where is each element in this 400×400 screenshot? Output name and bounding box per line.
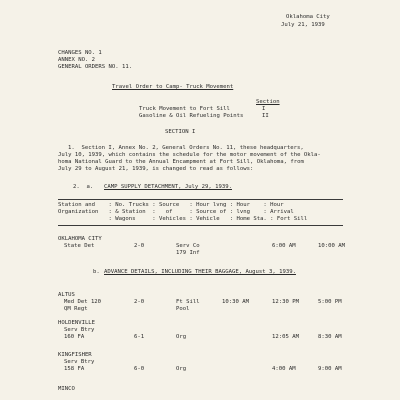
row-source-line2: 179 Inf [176, 250, 200, 256]
section-item-2-number: II [262, 113, 269, 119]
row-leave-home: 4:00 AM [272, 366, 296, 372]
row-source-line2: Pool [176, 306, 190, 312]
row-organization: Med Det 120 [64, 299, 102, 305]
row-source: Ft Sill [176, 299, 200, 305]
row-leave-home: 12:30 PM [272, 299, 299, 305]
row-organization-line2: 160 FA [64, 334, 85, 340]
header-date: July 21, 1939 [281, 22, 325, 28]
row-trucks: 6-1 [134, 334, 145, 340]
row-leave-home: 12:05 AM [272, 334, 299, 340]
row-arrival: 5:00 PM [318, 299, 342, 305]
row-organization: State Det [64, 243, 95, 249]
table-header-row: Organization : & Station : of : Source of : lvng : Arrival [58, 209, 294, 215]
row-source: Org [176, 366, 187, 372]
row-station: MINCO [58, 386, 75, 392]
row-organization-line2: 158 FA [64, 366, 85, 372]
table-header-rule [58, 225, 343, 226]
table-top-rule [58, 199, 343, 200]
section-item-2: Gasoline & Oil Refueling Points [139, 113, 244, 119]
row-leave-source: 10:30 AM [222, 299, 249, 305]
row-station: KINGFISHER [58, 352, 92, 358]
changes-ref: CHANGES NO. 1 [58, 50, 102, 56]
row-trucks: 6-0 [134, 366, 145, 372]
section-item-1: Truck Movement to Fort Sill [139, 106, 230, 112]
row-trucks: 2-0 [134, 243, 145, 249]
row-station: HOLDENVILLE [58, 320, 96, 326]
subsection-b-label: b. [93, 269, 100, 275]
general-orders-ref: GENERAL ORDERS NO. 11. [58, 64, 133, 70]
subsection-b-title: ADVANCE DETAILS, INCLUDING THEIR BAGGAGE, August 3, 1939. [104, 269, 296, 275]
row-station: ALTUS [58, 292, 75, 298]
table-header-row: : Wagons : Vehicles : Vehicle : Home Sta. : Fort Sill [58, 216, 308, 222]
row-trucks: 2-0 [134, 299, 145, 305]
section-item-1-number: I [262, 106, 266, 112]
subsection-a-label: 2. a. [73, 184, 94, 190]
paragraph-line: homa National Guard to the Annual Encampment at Fort Sill, Oklahoma, from [58, 159, 304, 165]
row-source: Org [176, 334, 187, 340]
row-leave-home: 6:00 AM [272, 243, 296, 249]
row-station: OKLAHOMA CITY [58, 236, 102, 242]
row-arrival: 8:30 AM [318, 334, 342, 340]
paragraph-line: 1. Section I, Annex No. 2, General Orders No. 11, these headquarters, [68, 145, 304, 151]
row-arrival: 10:00 AM [318, 243, 345, 249]
paragraph-line: July 29 to August 21, 1939, is changed to read as follows: [58, 166, 254, 172]
row-source: Serv Co [176, 243, 200, 249]
document-title: Travel Order to Camp- Truck Movement [112, 84, 234, 90]
annex-ref: ANNEX NO. 2 [58, 57, 96, 63]
paragraph-line: July 10, 1939, which contains the schedule for the motor movement of the Okla- [58, 152, 321, 158]
header-city: Oklahoma City [286, 14, 330, 20]
table-header-row: Station and : No. Trucks : Source : Hour lvng : Hour : Hour [58, 202, 284, 208]
row-organization: Serv Btry [64, 327, 95, 333]
row-arrival: 9:00 AM [318, 366, 342, 372]
row-organization: Serv Btry [64, 359, 95, 365]
section-heading: SECTION I [165, 129, 196, 135]
subsection-a-title: CAMP SUPPLY DETACHMENT, July 29, 1939. [104, 184, 232, 190]
section-column-heading: Section [256, 99, 280, 105]
row-organization-line2: QM Regt [64, 306, 88, 312]
